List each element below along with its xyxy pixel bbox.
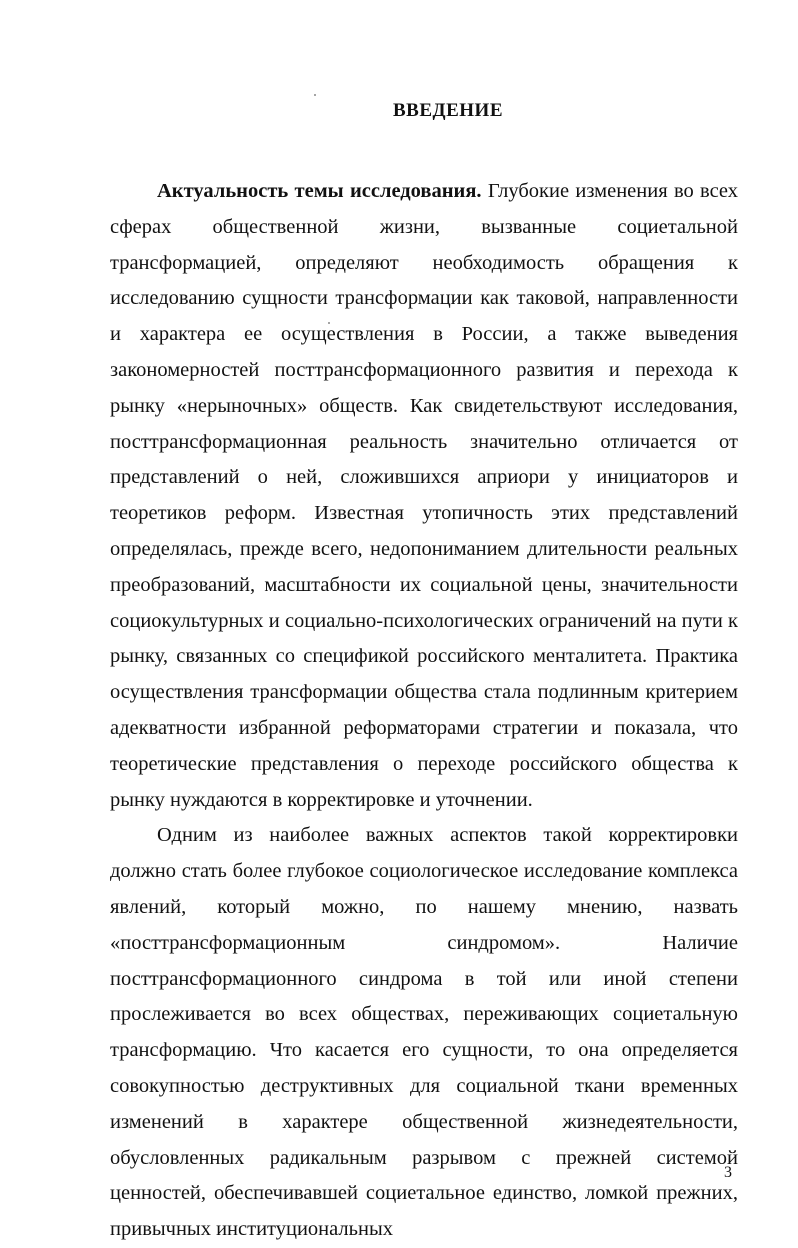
scan-speck	[314, 94, 316, 96]
paragraph-lead: Актуальность темы исследования.	[157, 180, 482, 202]
paragraph-text: Глубокие изменения во всех сферах общественной жизни, вызванные социетальной трансформацией, определяют необходимость обращения к исследованию сущности трансформации как таковой, направленности и характера ее осуществления в России, а также выведения закономерностей посттрансформационного развития и перехода к рынку «нерыночных» обществ. Как свидетельствуют исследования, посттрансформационная реальность значительно отличается от представлений о ней, сложившихся априори у инициаторов и теоретиков реформ. Известная утопичность этих представлений определялась, прежде всего, недопониманием длительности реальных преобразований, масштабности их социальной цены, значительности социокультурных и социально-психологических ограничений на пути к рынку, связанных со спецификой российского менталитета. Практика осуществления трансформации общества стала подлинным критерием адекватности избранной реформаторами стратегии и показала, что теоретические представления о переходе российского общества к рынку нуждаются в корректировке и уточнении.	[110, 180, 739, 811]
paragraph-syndrome: Одним из наиболее важных аспектов такой корректировки должно стать более глубокое социологическое исследование комплекса явлений, который можно, по нашему мнению, назвать «посттрансформационным синдромом». Наличие посттрансформационного синдрома в той или иной степени прослеживается во всех обществах, переживающих социетальную трансформацию. Что касается его сущности, то она определяется совокупностью деструктивных для социальной ткани временных изменений в характере общественной жизнедеятельности, обусловленных радикальным разрывом с прежней системой ценностей, обеспечивавшей социетальное единство, ломкой прежних, привычных институциональных	[110, 824, 738, 1241]
page-title: ВВЕДЕНИЕ	[393, 100, 503, 121]
paragraph-relevance	[110, 174, 738, 818]
body-text	[110, 174, 738, 1248]
page-number: 3	[724, 1164, 732, 1181]
